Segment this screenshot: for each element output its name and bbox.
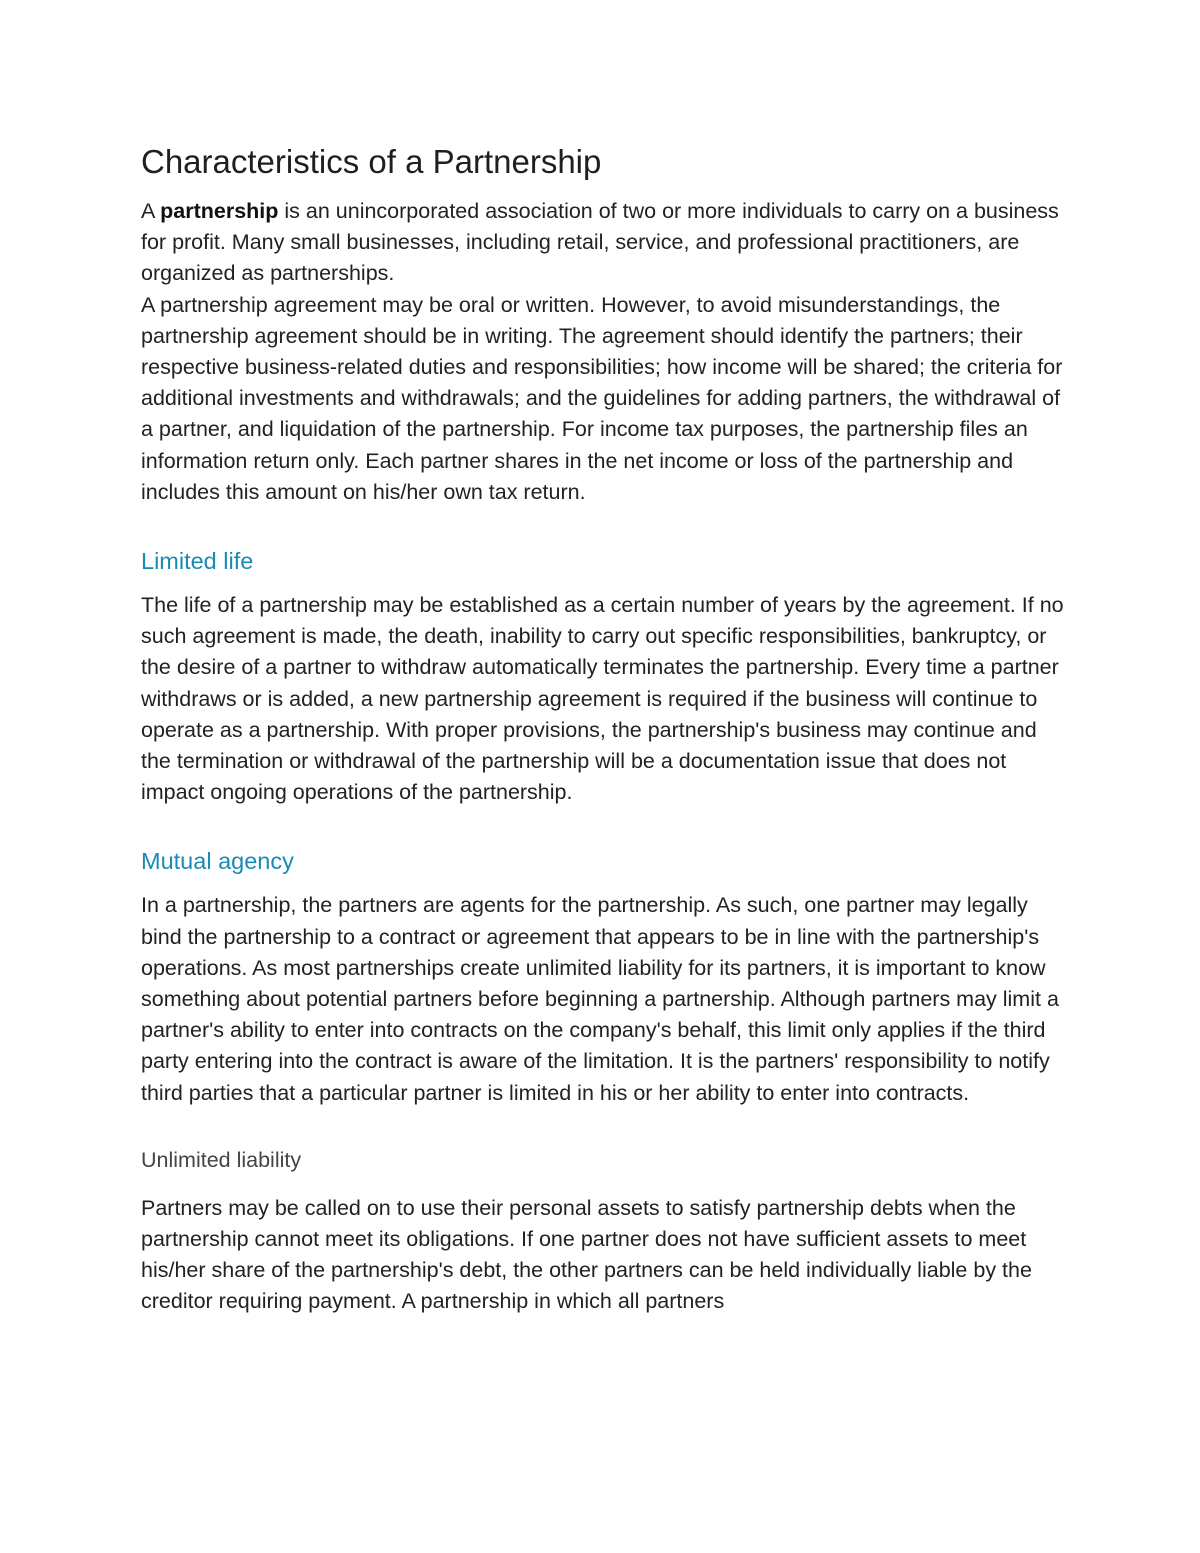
section-body-limited-life: The life of a partnership may be established as a certain number of years by the agreement. If no such agreement is made, the death, inability to carry out specific responsibilities, bankruptcy, or the desire of a partner to withdraw automatically terminates the partnership. Every time a partner withdraws or is added, a new partnership agreement is required if the business will continue to operate as a partnership. With proper provisions, the partnership's business may continue and the termination or withdrawal of the partnership will be a documentation issue that does not impact ongoing operations of the partnership. [141,593,1064,805]
section-body-unlimited-liability: Partners may be called on to use their personal assets to satisfy partnership debts when the partnership cannot meet its obligations. If one partner does not have sufficient assets to meet his/her share of the partnership's debt, the other partners can be held individually liable by the creditor requiring payment. A partnership in which all partners [141,1195,1032,1314]
section-heading-limited-life: Limited life [141,548,254,575]
document-page [141,140,1071,1318]
intro-lead: A [141,199,161,223]
section-heading-unlimited-liability: Unlimited liability [141,1147,302,1172]
page-title: Characteristics of a Partnership [141,143,602,180]
intro-term: partnership [160,199,279,223]
section-heading-mutual-agency: Mutual agency [141,848,294,875]
intro-paragraph [141,196,1071,290]
agreement-paragraph: A partnership agreement may be oral or written. However, to avoid misunderstandings, the partnership agreement should be in writing. The agreement should identify the partners; their respective business-related duties and responsibilities; how income will be shared; the criteria for additional investments and withdrawals; and the guidelines for adding partners, the withdrawal of a partner, and liquidation of the partnership. For income tax purposes, the partnership files an information return only. Each partner shares in the net income or loss of the partnership and includes this amount on his/her own tax return. [141,292,1063,504]
intro-rest: is an unincorporated association of two or more individuals to carry on a business for profit. Many small businesses, including retail, service, and professional practitioners, are organized as partnerships. [141,199,1059,286]
section-body-mutual-agency: In a partnership, the partners are agents for the partnership. As such, one partner may legally bind the partnership to a contract or agreement that appears to be in line with the partnership's operations. As most partnerships create unlimited liability for its partners, it is important to know something about potential partners before beginning a partnership. Although partners may limit a partner's ability to enter into contracts on the company's behalf, this limit only applies if the third party entering into the contract is aware of the limitation. It is the partners' responsibility to notify third parties that a particular partner is limited in his or her ability to enter into contracts. [141,893,1059,1105]
